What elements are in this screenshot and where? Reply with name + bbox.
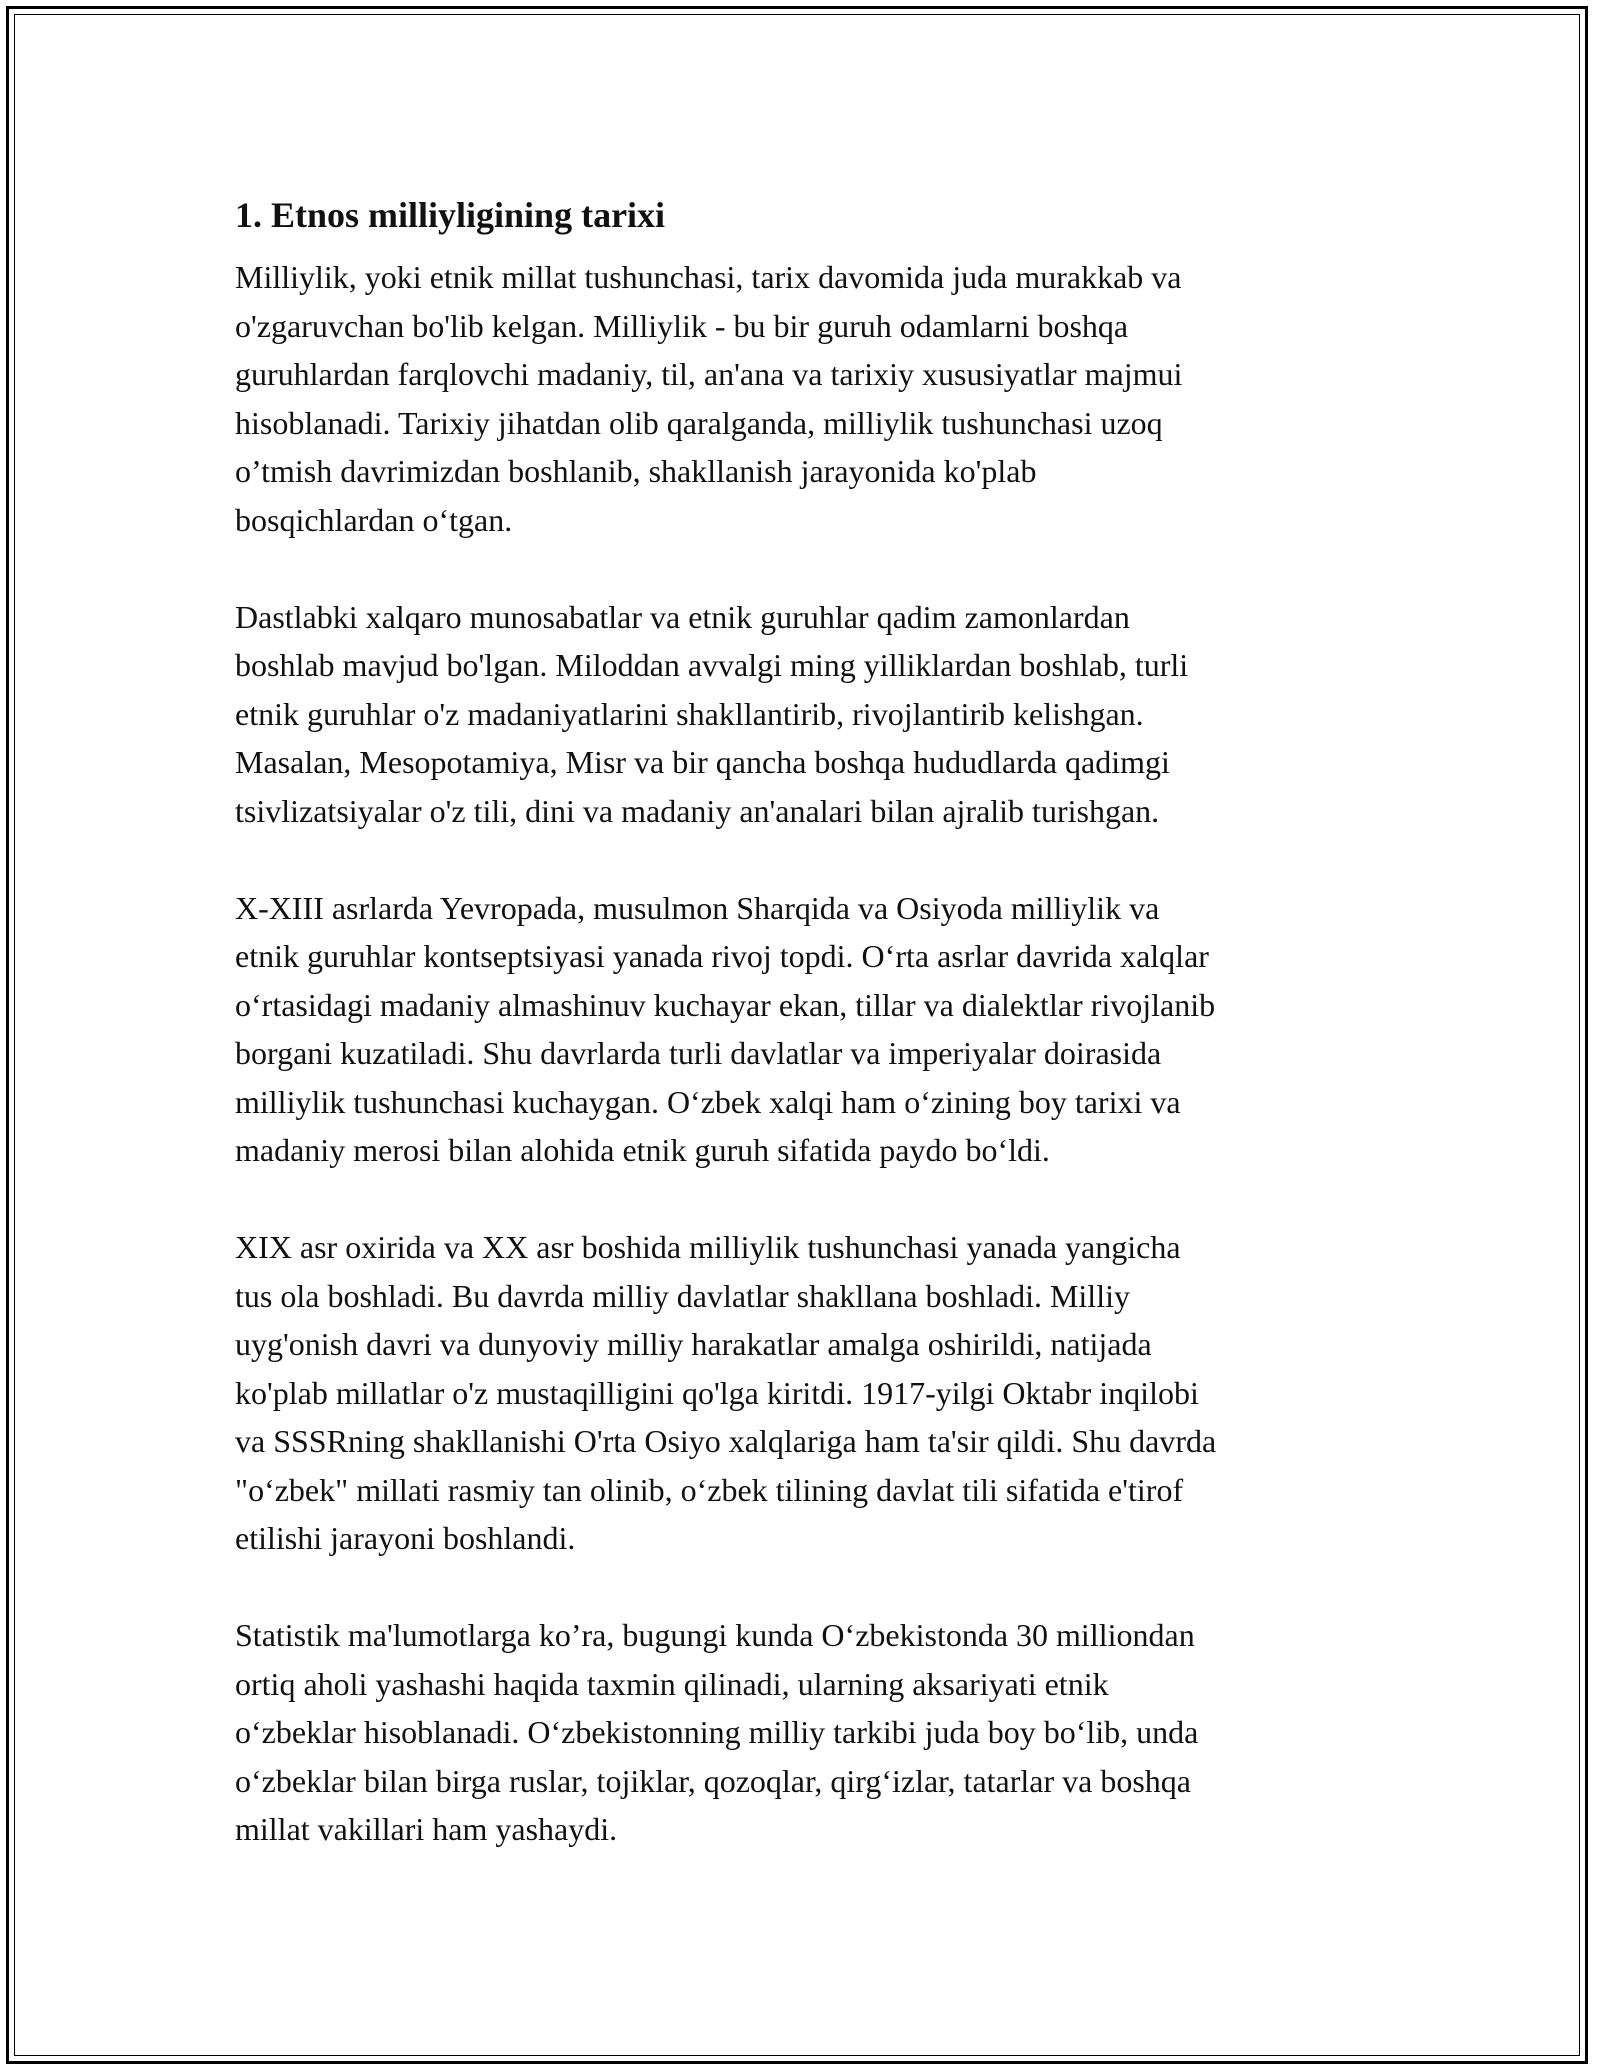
text-line: o’tmish davrimizdan boshlanib, shakllanish jarayonida ko'plab xyxy=(235,453,1037,489)
paragraph-3 xyxy=(235,884,1385,1175)
text-line: o‘zbeklar bilan birga ruslar, tojiklar, qozoqlar, qirg‘izlar, tatarlar va boshqa xyxy=(235,1762,1191,1799)
text-line: Masalan, Mesopotamiya, Misr va bir qancha boshqa hududlarda qadimgi xyxy=(235,744,1170,780)
text-line: madaniy merosi bilan alohida etnik guruh sifatida paydo bo‘ldi. xyxy=(235,1132,1050,1168)
text-line: etnik guruhlar o'z madaniyatlarini shakllantirib, rivojlantirib kelishgan. xyxy=(235,695,1144,732)
text-line: etilishi jarayoni boshlandi. xyxy=(235,1520,576,1556)
text-line: o‘zbeklar hisoblanadi. O‘zbekistonning milliy tarkibi juda boy bo‘lib, unda xyxy=(235,1714,1199,1750)
text-line: Dastlabki xalqaro munosabatlar va etnik guruhlar qadim zamonlardan xyxy=(235,598,1130,635)
text-line: tus ola boshladi. Bu davrda milliy davlatlar shakllana boshladi. Milliy xyxy=(235,1277,1130,1314)
paragraph-5 xyxy=(235,1611,1385,1854)
text-line: hisoblanadi. Tarixiy jihatdan olib qaralganda, milliylik tushunchasi uzoq xyxy=(235,404,1163,441)
text-line: va SSSRning shakllanishi O'rta Osiyo xalqlariga ham ta'sir qildi. Shu davrda xyxy=(235,1423,1217,1459)
text-line: o‘rtasidagi madaniy almashinuv kuchayar ekan, tillar va dialektlar rivojlanib xyxy=(235,986,1216,1023)
text-line: millat vakillari ham yashaydi. xyxy=(235,1811,618,1847)
text-line: Milliylik, yoki etnik millat tushunchasi, tarix davomida juda murakkab va xyxy=(235,259,1182,295)
text-line: XIX asr oxirida va XX asr boshida milliylik tushunchasi yanada yangicha xyxy=(235,1229,1181,1265)
text-line: tsivlizatsiyalar o'z tili, dini va madaniy an'analari bilan ajralib turishgan. xyxy=(235,792,1160,829)
text-line: o'zgaruvchan bo'lib kelgan. Milliylik - bu bir guruh odamlarni boshqa xyxy=(235,307,1129,344)
paragraph-1 xyxy=(235,253,1385,544)
text-line: boshlab mavjud bo'lgan. Miloddan avvalgi ming yilliklardan boshlab, turli xyxy=(235,647,1189,683)
text-line: etnik guruhlar kontseptsiyasi yanada rivoj topdi. O‘rta asrlar davrida xalqlar xyxy=(235,938,1209,974)
text-line: milliylik tushunchasi kuchaygan. O‘zbek xalqi ham o‘zining boy tarixi va xyxy=(235,1083,1181,1120)
text-line: ortiq aholi yashashi haqida taxmin qilinadi, ularning aksariyati etnik xyxy=(235,1665,1109,1702)
paragraph-2 xyxy=(235,593,1385,836)
text-line: "o‘zbek" millati rasmiy tan olinib, o‘zbek tilining davlat tili sifatida e'tirof xyxy=(235,1471,1184,1508)
section-title: 1. Etnos milliyligining tarixi xyxy=(235,195,666,235)
text-line: bosqichlardan o‘tgan. xyxy=(235,501,513,538)
text-line: uyg'onish davri va dunyoviy milliy harakatlar amalga oshirildi, natijada xyxy=(235,1326,1152,1362)
paragraph-4 xyxy=(235,1223,1385,1563)
document-body xyxy=(235,185,1385,1854)
text-line: Statistik ma'lumotlarga ko’ra, bugungi kunda O‘zbekistonda 30 milliondan xyxy=(235,1617,1195,1653)
text-line: X-XIII asrlarda Yevropada, musulmon Sharqida va Osiyoda milliylik va xyxy=(235,889,1160,926)
text-line: ko'plab millatlar o'z mustaqilligini qo'lga kiritdi. 1917-yilgi Oktabr inqilobi xyxy=(235,1374,1199,1411)
text-line: guruhlardan farqlovchi madaniy, til, an'ana va tarixiy xususiyatlar majmui xyxy=(235,356,1183,392)
text-line: borgani kuzatiladi. Shu davrlarda turli davlatlar va imperiyalar doirasida xyxy=(235,1035,1162,1071)
